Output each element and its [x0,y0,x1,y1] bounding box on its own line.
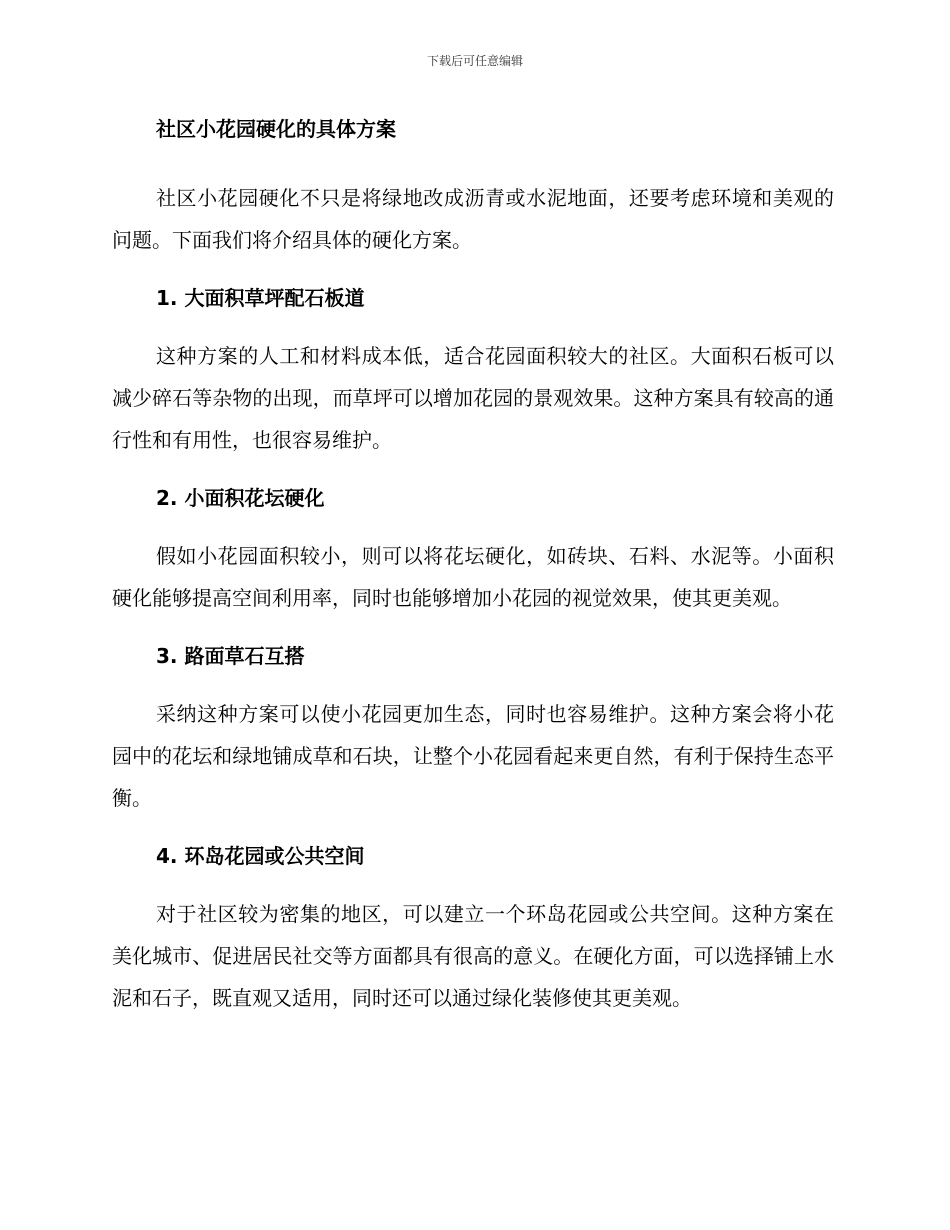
document-body [112,108,834,1035]
section-heading-2: 2. 小面积花坛硬化 [156,486,325,510]
intro-paragraph: 社区小花园硬化不只是将绿地改成沥青或水泥地面，还要考虑环境和美观的问题。下面我们将介绍具体的硬化方案。 [112,186,834,252]
section-heading-4: 4. 环岛花园或公共空间 [156,844,365,868]
section-body-3: 采纳这种方案可以使小花园更加生态，同时也容易维护。这种方案会将小花园中的花坛和绿地铺成草和石块，让整个小花园看起来更自然，有利于保持生态平衡。 [112,702,834,810]
section-body-2: 假如小花园面积较小，则可以将花坛硬化，如砖块、石料、水泥等。小面积硬化能够提高空间利用率，同时也能够增加小花园的视觉效果，使其更美观。 [112,544,834,610]
section-heading-3: 3. 路面草石互搭 [156,644,305,668]
page-header: 下载后可任意编辑 [426,54,523,68]
section-body-4: 对于社区较为密集的地区，可以建立一个环岛花园或公共空间。这种方案在美化城市、促进居民社交等方面都具有很高的意义。在硬化方面，可以选择铺上水泥和石子，既直观又适用，同时还可以通过绿化装修使其更美观。 [112,902,834,1010]
document-title: 社区小花园硬化的具体方案 [156,117,396,141]
section-heading-1: 1. 大面积草坪配石板道 [156,286,365,310]
section-body-1: 这种方案的人工和材料成本低，适合花园面积较大的社区。大面积石板可以减少碎石等杂物的出现，而草坪可以增加花园的景观效果。这种方案具有较高的通行性和有用性，也很容易维护。 [112,344,834,452]
